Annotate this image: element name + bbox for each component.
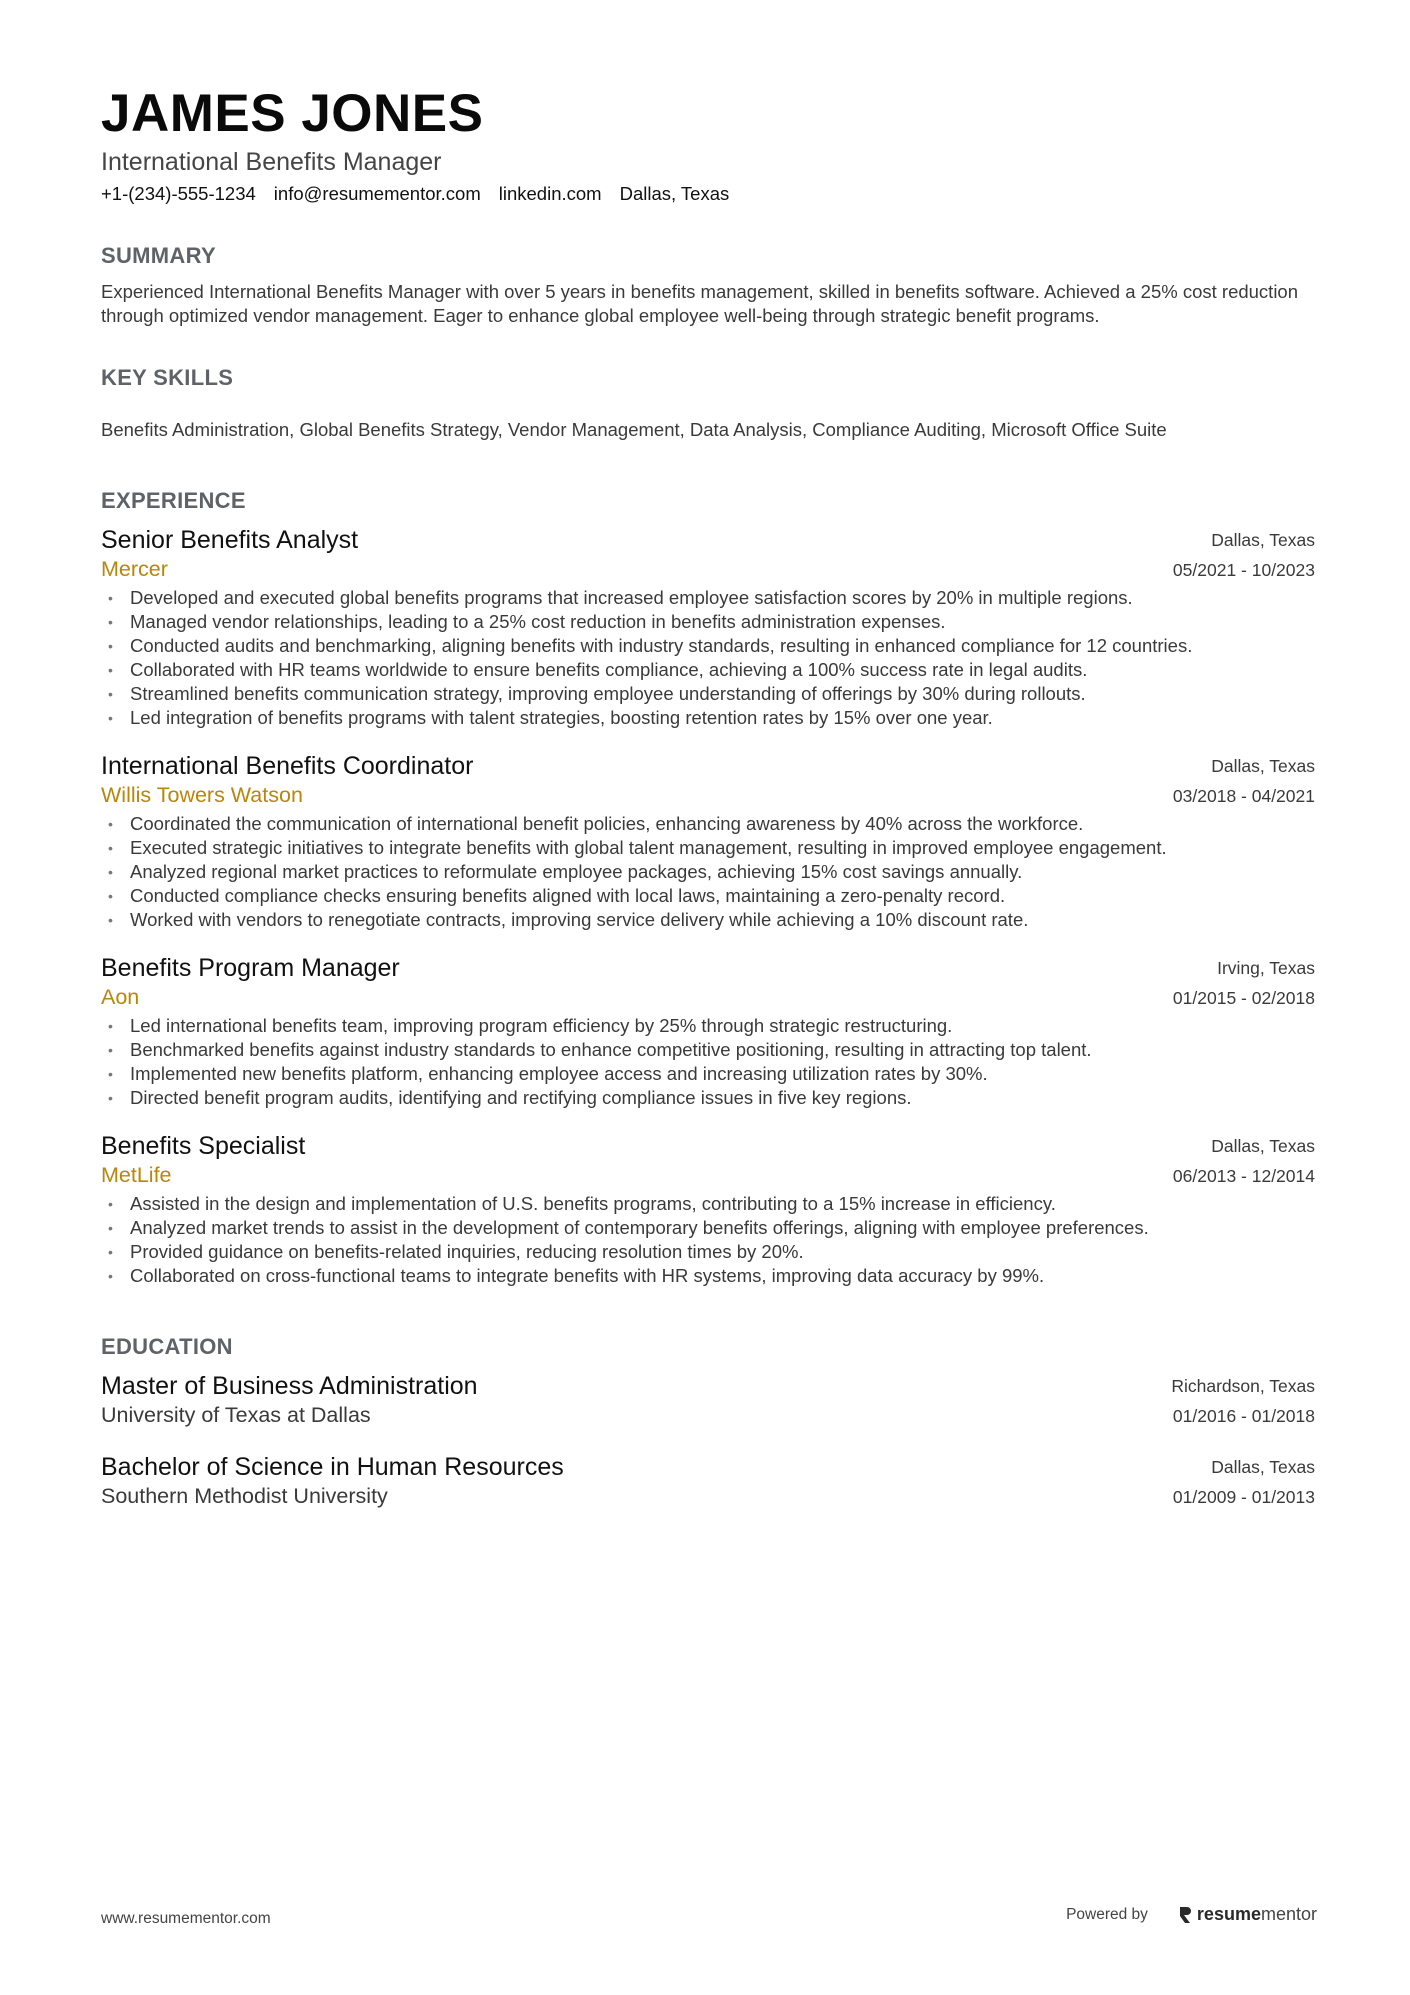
brand-name-light: mentor — [1260, 1904, 1317, 1924]
bullet-list — [101, 586, 1315, 730]
bullet-item: • Assisted in the design and implementation of U.S. benefits programs, contributing to a 15% increase in efficiency. — [108, 1193, 1056, 1214]
bullet-item: • Conducted audits and benchmarking, aligning benefits with industry standards, resulting in enhanced compliance for 12 countries. — [108, 635, 1193, 656]
entry-left — [101, 751, 473, 809]
job-dates: 06/2013 - 12/2014 — [1172, 1166, 1315, 1186]
bullet-item: • Managed vendor relationships, leading to a 25% cost reduction in benefits administration expenses. — [108, 611, 946, 632]
bullet-dot-icon: • — [108, 1196, 113, 1212]
job-title: Benefits Program Manager — [101, 954, 400, 982]
footer-branding — [1066, 1904, 1317, 1925]
school-name: Southern Methodist University — [101, 1484, 388, 1508]
education-section — [101, 1333, 1315, 1511]
experience-section — [101, 487, 1315, 1288]
bullet-item: • Benchmarked benefits against industry standards to enhance competitive positioning, resulting in attracting top talent. — [108, 1039, 1092, 1060]
company-name: MetLife — [101, 1163, 172, 1187]
degree-title: Master of Business Administration — [101, 1372, 478, 1400]
experience-entry — [101, 953, 1315, 1110]
bullet-item: • Led integration of benefits programs with talent strategies, boosting retention rates by 15% over one year. — [108, 707, 993, 728]
job-location: Dallas, Texas — [1211, 756, 1315, 776]
bullet-dot-icon: • — [108, 1220, 113, 1236]
education-entry — [101, 1371, 1315, 1430]
bullet-item: • Collaborated with HR teams worldwide to ensure benefits compliance, achieving a 100% success rate in legal audits. — [108, 659, 1088, 680]
job-location: Dallas, Texas — [1211, 1136, 1315, 1156]
job-dates: 03/2018 - 04/2021 — [1172, 786, 1315, 806]
bullet-item: • Directed benefit program audits, identifying and rectifying compliance issues in five key regions. — [108, 1087, 912, 1108]
entry-meta — [1173, 525, 1315, 584]
entry-meta — [1173, 751, 1315, 810]
bullet-dot-icon: • — [108, 888, 113, 904]
entry-left — [101, 1371, 478, 1429]
entry-header — [101, 1371, 1315, 1430]
job-dates: 05/2021 - 10/2023 — [1172, 560, 1315, 580]
entry-header — [101, 1452, 1315, 1511]
bullet-dot-icon: • — [108, 1090, 113, 1106]
bullet-list — [101, 812, 1315, 932]
school-dates: 01/2016 - 01/2018 — [1172, 1406, 1315, 1426]
summary-section — [101, 242, 1315, 328]
bullet-item: • Implemented new benefits platform, enhancing employee access and increasing utilization rates by 30%. — [108, 1063, 988, 1084]
bullet-dot-icon: • — [108, 864, 113, 880]
bullet-dot-icon: • — [108, 1244, 113, 1260]
entry-meta — [1173, 953, 1315, 1012]
job-title: Senior Benefits Analyst — [101, 526, 359, 554]
school-name: University of Texas at Dallas — [101, 1403, 371, 1427]
entry-meta — [1173, 1131, 1315, 1190]
resume-page — [101, 84, 1315, 1511]
degree-title: Bachelor of Science in Human Resources — [101, 1453, 564, 1481]
entry-left — [101, 1452, 564, 1510]
contact-email[interactable]: info@resumementor.com — [273, 183, 481, 204]
powered-by-label: Powered by — [1066, 1905, 1148, 1923]
contact-row — [101, 182, 1315, 206]
bullet-item: • Analyzed regional market practices to reformulate employee packages, achieving 15% cost savings annually. — [108, 861, 1023, 882]
brand-name-bold: resume — [1196, 1904, 1261, 1924]
summary-text: Experienced International Benefits Manager with over 5 years in benefits management, skilled in benefits software. Achieved a 25% cost reduction through optimized vendor management. Eager to enhance global employee well-being through strategic benefit programs. — [101, 281, 1299, 326]
company-name: Aon — [101, 985, 140, 1009]
bullet-dot-icon: • — [108, 590, 113, 606]
bullet-item: • Worked with vendors to renegotiate contracts, improving service delivery while achieving a 10% discount rate. — [108, 909, 1029, 930]
entry-header — [101, 751, 1315, 810]
bullet-item: • Developed and executed global benefits programs that increased employee satisfaction scores by 20% in multiple regions. — [108, 587, 1133, 608]
bullet-dot-icon: • — [108, 614, 113, 630]
company-name: Willis Towers Watson — [101, 783, 303, 807]
bullet-dot-icon: • — [108, 840, 113, 856]
bullet-item: • Executed strategic initiatives to integrate benefits with global talent management, resulting in improved employee engagement. — [108, 837, 1167, 858]
bullet-item: • Coordinated the communication of international benefit policies, enhancing awareness by 40% across the workforce. — [108, 813, 1084, 834]
company-name: Mercer — [101, 557, 168, 581]
contact-location: Dallas, Texas — [619, 183, 730, 204]
footer-website-link[interactable]: www.resumementor.com — [101, 1910, 271, 1927]
bullet-item: • Collaborated on cross-functional teams to integrate benefits with HR systems, improving data accuracy by 99%. — [108, 1265, 1045, 1286]
entry-meta — [1173, 1452, 1315, 1511]
job-dates: 01/2015 - 02/2018 — [1172, 988, 1315, 1008]
section-title-skills: KEY SKILLS — [101, 365, 234, 390]
candidate-name: JAMES JONES — [101, 84, 484, 143]
bullet-list — [101, 1014, 1315, 1110]
entry-left — [101, 525, 358, 583]
experience-entry — [101, 525, 1315, 730]
contact-phone[interactable]: +1-(234)-555-1234 — [101, 183, 256, 204]
bullet-dot-icon: • — [108, 1042, 113, 1058]
bullet-dot-icon: • — [108, 816, 113, 832]
section-title-summary: SUMMARY — [101, 243, 216, 268]
entry-header — [101, 953, 1315, 1012]
candidate-role: International Benefits Manager — [101, 148, 442, 176]
school-location: Dallas, Texas — [1211, 1457, 1315, 1477]
skills-text: Benefits Administration, Global Benefits Strategy, Vendor Management, Data Analysis, Compliance Auditing, Microsoft Office Suite — [101, 419, 1167, 440]
bullet-dot-icon: • — [108, 1268, 113, 1284]
bullet-item: • Led international benefits team, improving program efficiency by 25% through strategic restructuring. — [108, 1015, 953, 1036]
bullet-dot-icon: • — [108, 912, 113, 928]
section-title-experience: EXPERIENCE — [101, 488, 246, 513]
brand-logo[interactable] — [1178, 1904, 1317, 1925]
experience-entry — [101, 1131, 1315, 1288]
section-title-education: EDUCATION — [101, 1334, 233, 1359]
entry-header — [101, 1131, 1315, 1190]
job-title: International Benefits Coordinator — [101, 752, 474, 780]
entry-left — [101, 1131, 305, 1189]
school-location: Richardson, Texas — [1171, 1376, 1315, 1396]
job-location: Irving, Texas — [1217, 958, 1315, 978]
bullet-item: • Analyzed market trends to assist in the development of contemporary benefits offerings, aligning with employee preferences. — [108, 1217, 1149, 1238]
experience-entry — [101, 751, 1315, 932]
bullet-list — [101, 1192, 1315, 1288]
bullet-item: • Conducted compliance checks ensuring benefits aligned with local laws, maintaining a zero-penalty record. — [108, 885, 1006, 906]
resumementor-logo-icon — [1178, 1905, 1192, 1925]
bullet-dot-icon: • — [108, 686, 113, 702]
education-entry — [101, 1452, 1315, 1511]
job-location: Dallas, Texas — [1211, 530, 1315, 550]
bullet-dot-icon: • — [108, 710, 113, 726]
bullet-dot-icon: • — [108, 1018, 113, 1034]
bullet-dot-icon: • — [108, 1066, 113, 1082]
bullet-dot-icon: • — [108, 662, 113, 678]
contact-linkedin[interactable]: linkedin.com — [498, 183, 602, 204]
job-title: Benefits Specialist — [101, 1132, 306, 1160]
bullet-item: • Streamlined benefits communication strategy, improving employee understanding of offerings by 30% during rollouts. — [108, 683, 1086, 704]
entry-left — [101, 953, 400, 1011]
skills-section — [101, 364, 1315, 442]
bullet-dot-icon: • — [108, 638, 113, 654]
school-dates: 01/2009 - 01/2013 — [1172, 1487, 1315, 1507]
entry-header — [101, 525, 1315, 584]
bullet-item: • Provided guidance on benefits-related inquiries, reducing resolution times by 20%. — [108, 1241, 804, 1262]
entry-meta — [1171, 1371, 1315, 1430]
